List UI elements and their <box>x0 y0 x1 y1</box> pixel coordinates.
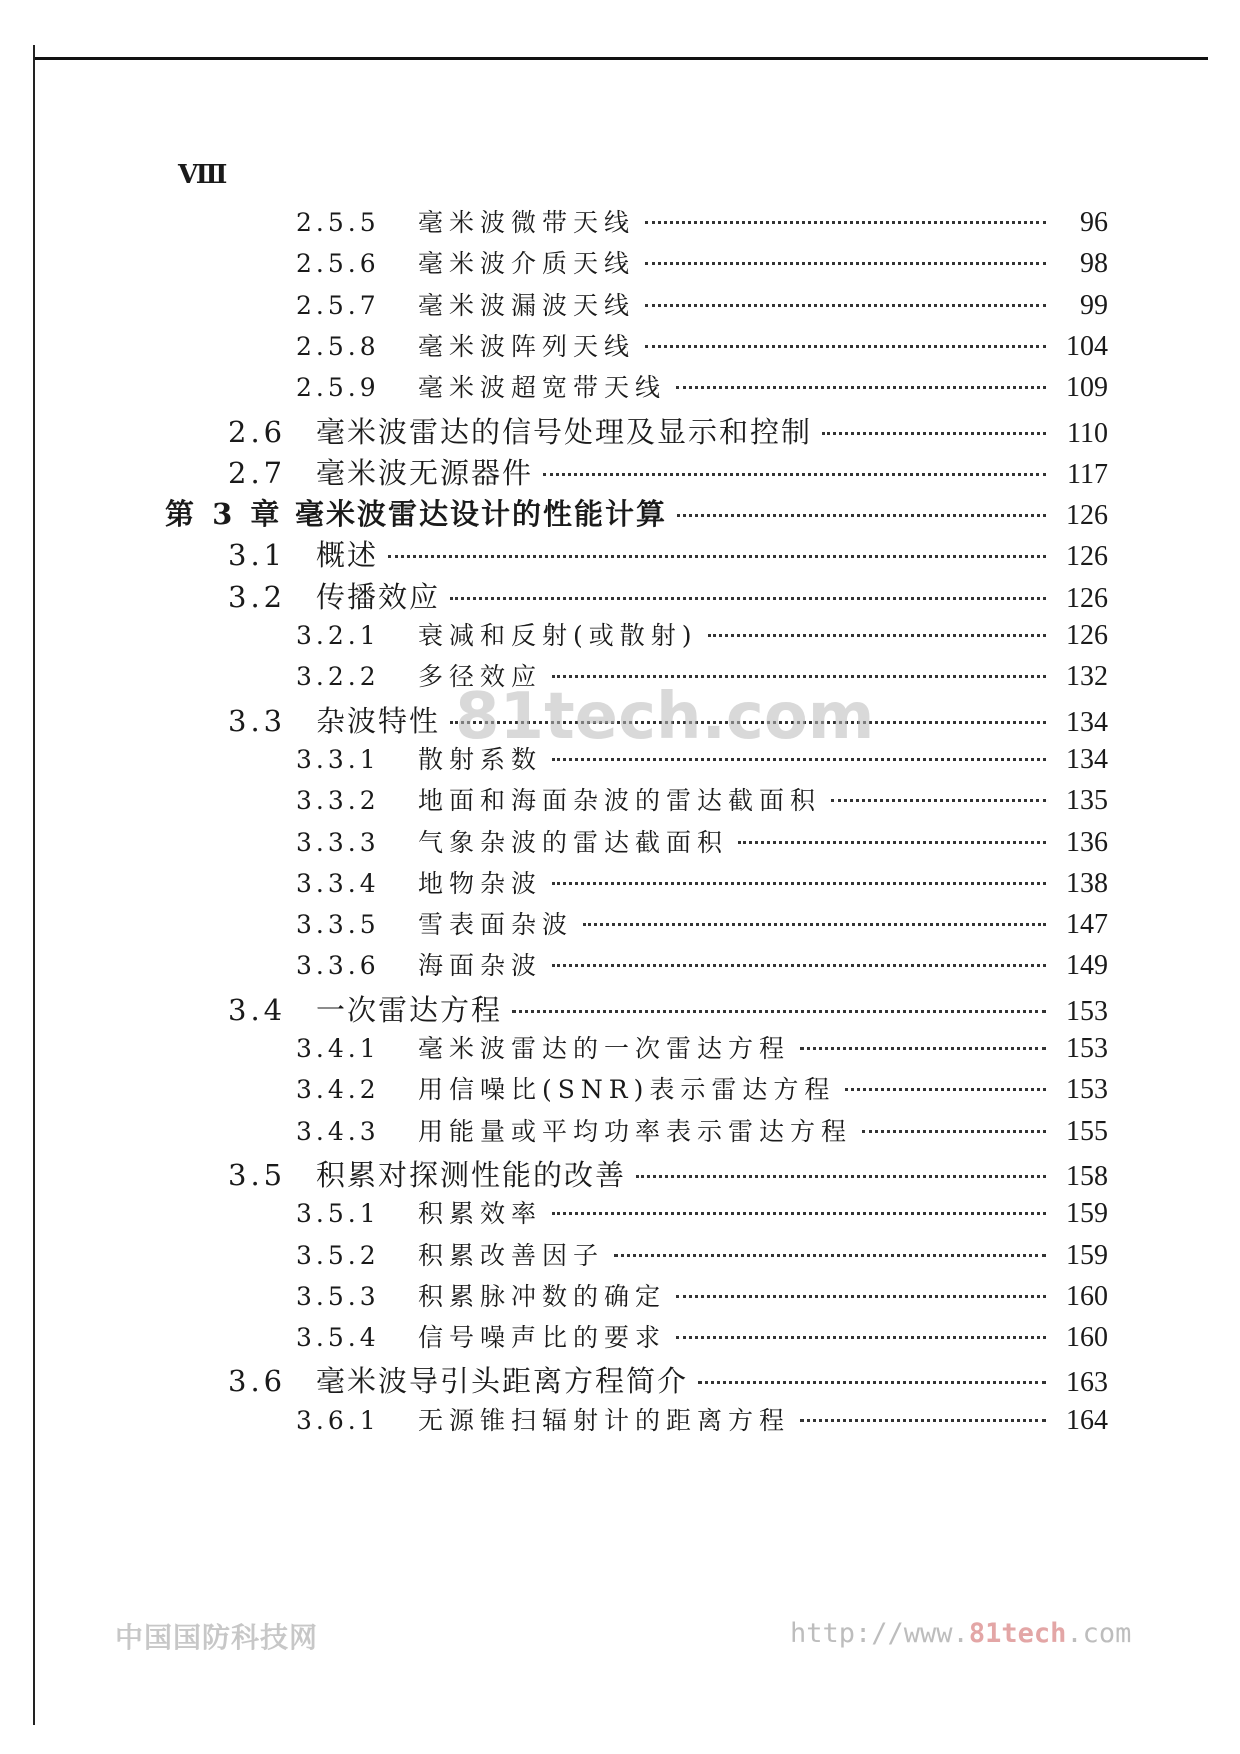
toc-entry[interactable] <box>228 988 1108 1032</box>
toc-entry-title: 雪表面杂波 <box>418 910 574 939</box>
toc-entry-title: 毫米波雷达的一次雷达方程 <box>418 1034 791 1063</box>
dot-leader <box>698 1381 1046 1384</box>
dot-leader <box>645 345 1046 348</box>
toc-entry[interactable] <box>296 1194 1108 1238</box>
watermark: 81tech.com <box>455 680 875 754</box>
toc-entry-number: 3.3.5 <box>296 910 380 939</box>
toc-entry-number: 3.3.1 <box>296 745 380 774</box>
dot-leader <box>388 555 1046 558</box>
dot-leader <box>552 964 1046 967</box>
toc-entry-page: 147 <box>1066 909 1108 940</box>
toc-entry[interactable] <box>228 451 1108 495</box>
toc-entry-page: 132 <box>1066 661 1108 692</box>
toc-entry-number: 2.6 <box>228 415 287 449</box>
toc-entry-title: 毫米波超宽带天线 <box>418 373 667 402</box>
toc-entry-number: 2.5.6 <box>296 249 380 278</box>
dot-leader <box>645 221 1046 224</box>
toc-entry[interactable] <box>296 781 1108 825</box>
footer-site-name: 中国国防科技网 <box>115 1621 319 1654</box>
toc-entry-title: 积累效率 <box>418 1199 543 1228</box>
toc-entry-page: 135 <box>1066 785 1108 816</box>
toc-entry-number: 3.6.1 <box>296 1406 380 1435</box>
toc-entry-number: 3.3.4 <box>296 869 380 898</box>
toc-entry[interactable] <box>228 575 1108 619</box>
toc-entry-page: 96 <box>1080 207 1108 238</box>
dot-leader <box>645 304 1046 307</box>
toc-entry-number: 2.7 <box>228 456 287 490</box>
toc-entry-page: 126 <box>1066 620 1108 651</box>
dot-leader <box>822 432 1046 435</box>
dot-leader <box>831 799 1046 802</box>
toc-entry-number: 2.5.9 <box>296 373 380 402</box>
toc-entry[interactable] <box>296 203 1108 247</box>
toc-entry[interactable] <box>296 1070 1108 1114</box>
toc-entry-title: 概述 <box>316 538 379 572</box>
toc-entry[interactable] <box>296 244 1108 288</box>
toc-entry-title: 积累对探测性能的改善 <box>316 1158 627 1192</box>
toc-entry-page: 134 <box>1066 744 1108 775</box>
dot-leader <box>708 634 1046 637</box>
toc-entry-number: 3.4 <box>228 993 287 1027</box>
toc-entry-number: 2.5.5 <box>296 208 380 237</box>
toc-entry-title: 衰减和反射(或散射) <box>418 621 698 650</box>
toc-entry-title: 毫米波无源器件 <box>316 456 534 490</box>
dot-leader <box>645 262 1046 265</box>
toc-entry[interactable] <box>296 905 1108 949</box>
dot-leader <box>450 597 1046 600</box>
toc-entry-title: 毫米波导引头距离方程简介 <box>316 1364 689 1398</box>
toc-entry-number: 3.5.3 <box>296 1282 380 1311</box>
dot-leader <box>552 758 1046 761</box>
toc-entry-title: 地物杂波 <box>418 869 543 898</box>
dot-leader <box>800 1419 1046 1422</box>
dot-leader <box>636 1175 1046 1178</box>
toc-entry[interactable] <box>296 327 1108 371</box>
toc-entry-page: 126 <box>1066 583 1108 614</box>
toc-entry-title: 信号噪声比的要求 <box>418 1323 667 1352</box>
toc-entry-title: 无源锥扫辐射计的距离方程 <box>418 1406 791 1435</box>
dot-leader <box>543 473 1046 476</box>
toc-entry-page: 98 <box>1080 248 1108 279</box>
toc-entry[interactable] <box>228 533 1108 577</box>
toc-entry-title: 杂波特性 <box>316 704 441 738</box>
toc-entry-page: 155 <box>1066 1116 1108 1147</box>
toc-entry-number: 3.5 <box>228 1158 287 1192</box>
toc-entry-title: 毫米波雷达的信号处理及显示和控制 <box>316 415 813 449</box>
toc-entry-number: 第 3 章 <box>165 497 284 531</box>
top-rule <box>33 57 1208 60</box>
page-number: Ⅷ <box>178 160 226 190</box>
toc-entry-page: 126 <box>1066 500 1108 531</box>
toc-entry-number: 3.5.4 <box>296 1323 380 1352</box>
toc-entry-title: 毫米波阵列天线 <box>418 332 636 361</box>
toc-entry[interactable] <box>296 1401 1108 1445</box>
dot-leader <box>738 841 1046 844</box>
dot-leader <box>845 1088 1046 1091</box>
toc-entry-number: 3.4.2 <box>296 1075 380 1104</box>
toc-entry[interactable] <box>296 864 1108 908</box>
toc-entry-title: 气象杂波的雷达截面积 <box>418 828 729 857</box>
toc-entry-page: 126 <box>1066 541 1108 572</box>
toc-entry-page: 99 <box>1080 290 1108 321</box>
toc-entry-title: 海面杂波 <box>418 951 543 980</box>
toc-entry-page: 109 <box>1066 372 1108 403</box>
toc-entry-page: 136 <box>1066 827 1108 858</box>
toc-entry-number: 3.4.1 <box>296 1034 380 1063</box>
dot-leader <box>512 1010 1046 1013</box>
toc-entry-number: 3.5.1 <box>296 1199 380 1228</box>
toc-entry-title: 毫米波雷达设计的性能计算 <box>295 497 668 531</box>
toc-entry-title: 积累改善因子 <box>418 1241 605 1270</box>
dot-leader <box>676 1336 1046 1339</box>
toc-entry-page: 160 <box>1066 1322 1108 1353</box>
footer-url-suffix: .com <box>1066 1618 1132 1649</box>
toc-entry-page: 163 <box>1066 1367 1108 1398</box>
toc-entry-number: 3.5.2 <box>296 1241 380 1270</box>
toc-entry-number: 3.3.3 <box>296 828 380 857</box>
toc-entry-page: 117 <box>1067 459 1108 490</box>
toc-entry-number: 3.3.2 <box>296 786 380 815</box>
toc-entry-page: 164 <box>1066 1405 1108 1436</box>
toc-entry[interactable] <box>296 616 1108 660</box>
toc-entry-title: 多径效应 <box>418 662 543 691</box>
toc-entry-number: 3.3.6 <box>296 951 380 980</box>
toc-entry-number: 3.4.3 <box>296 1117 380 1146</box>
toc-entry-number: 2.5.8 <box>296 332 380 361</box>
toc-entry-title: 传播效应 <box>316 580 441 614</box>
toc-entry[interactable] <box>296 946 1108 990</box>
toc-entry-page: 104 <box>1066 331 1108 362</box>
toc-entry-page: 159 <box>1066 1240 1108 1271</box>
toc-entry-number: 2.5.7 <box>296 291 380 320</box>
dot-leader <box>676 1295 1046 1298</box>
toc-entry-number: 3.1 <box>228 538 287 572</box>
dot-leader <box>677 514 1046 517</box>
toc-entry[interactable] <box>296 1236 1108 1280</box>
toc-entry-number: 3.2 <box>228 580 287 614</box>
dot-leader <box>676 386 1046 389</box>
toc-entry[interactable] <box>228 1359 1108 1403</box>
dot-leader <box>862 1130 1046 1133</box>
left-margin-rule <box>33 45 35 1725</box>
toc-entry[interactable] <box>296 1318 1108 1362</box>
toc-entry[interactable] <box>296 286 1108 330</box>
toc-entry[interactable] <box>296 368 1108 412</box>
toc-entry-title: 积累脉冲数的确定 <box>418 1282 667 1311</box>
toc-entry[interactable] <box>165 492 1108 536</box>
toc-entry-page: 159 <box>1066 1198 1108 1229</box>
toc-entry-number: 3.3 <box>228 704 287 738</box>
toc-entry-page: 153 <box>1066 996 1108 1027</box>
dot-leader <box>583 923 1046 926</box>
toc-entry-title: 地面和海面杂波的雷达截面积 <box>418 786 822 815</box>
toc-entry-page: 134 <box>1066 707 1108 738</box>
toc-entry-title: 散射系数 <box>418 745 543 774</box>
toc-entry-page: 158 <box>1066 1161 1108 1192</box>
toc-entry-title: 用信噪比(SNR)表示雷达方程 <box>418 1075 836 1104</box>
dot-leader <box>614 1254 1046 1257</box>
toc-entry-number: 3.2.1 <box>296 621 380 650</box>
footer-url-brand: 81tech <box>968 1618 1067 1649</box>
toc-entry-title: 用能量或平均功率表示雷达方程 <box>418 1117 853 1146</box>
toc-entry-title: 毫米波微带天线 <box>418 208 636 237</box>
toc-entry-number: 3.6 <box>228 1364 287 1398</box>
toc-entry[interactable] <box>296 1112 1108 1156</box>
toc-entry-page: 153 <box>1066 1074 1108 1105</box>
toc-entry-page: 149 <box>1066 950 1108 981</box>
toc-entry[interactable] <box>296 1029 1108 1073</box>
toc-entry-title: 一次雷达方程 <box>316 993 503 1027</box>
toc-entry[interactable] <box>296 1277 1108 1321</box>
dot-leader <box>552 882 1046 885</box>
dot-leader <box>800 1047 1046 1050</box>
toc-entry-number: 3.2.2 <box>296 662 380 691</box>
toc-entry-page: 110 <box>1067 418 1108 449</box>
toc-entry[interactable] <box>228 410 1108 454</box>
toc-entry-page: 160 <box>1066 1281 1108 1312</box>
toc-entry-title: 毫米波漏波天线 <box>418 291 636 320</box>
toc-entry-page: 138 <box>1066 868 1108 899</box>
toc-entry[interactable] <box>228 1153 1108 1197</box>
footer-url[interactable] <box>790 1618 1131 1649</box>
dot-leader <box>552 675 1046 678</box>
footer-url-prefix: http://www. <box>790 1618 969 1649</box>
toc-entry-title: 毫米波介质天线 <box>418 249 636 278</box>
toc-entry-page: 153 <box>1066 1033 1108 1064</box>
toc-entry[interactable] <box>296 823 1108 867</box>
dot-leader <box>552 1212 1046 1215</box>
